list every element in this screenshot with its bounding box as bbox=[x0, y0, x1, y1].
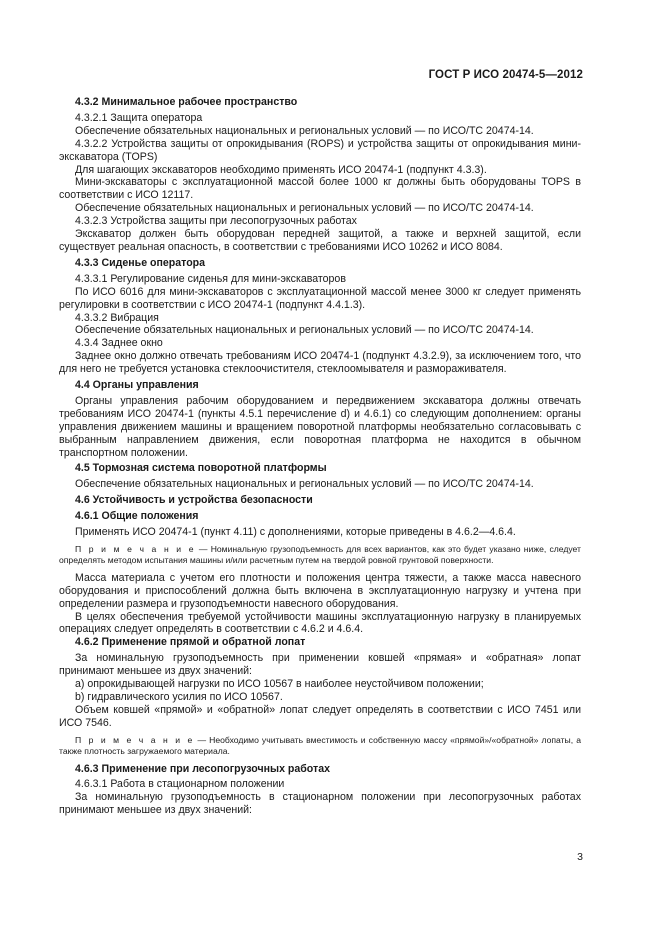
body-paragraph: 4.3.2.1 Защита оператора bbox=[75, 111, 203, 124]
section-heading: 4.6.1 Общие положения bbox=[75, 510, 199, 523]
note-paragraph bbox=[59, 544, 581, 567]
body-paragraph: 4.3.4 Заднее окно bbox=[75, 337, 163, 350]
page-number: 3 bbox=[577, 851, 583, 863]
body-paragraph: b) гидравлического усилия по ИСО 10567. bbox=[75, 690, 283, 703]
section-heading: 4.3.2 Минимальное рабочее пространство bbox=[75, 96, 298, 108]
body-paragraph: a) опрокидывающей нагрузки по ИСО 10567 в наиболее неустойчивом положении; bbox=[75, 678, 484, 691]
body-paragraph: Обеспечение обязательных национальных и региональных условий — по ИСО/ТС 20474-14. bbox=[75, 478, 534, 491]
body-paragraph: 4.3.2.3 Устройства защиты при лесопогрузочных работах bbox=[75, 215, 357, 228]
body-paragraph: По ИСО 6016 для мини-экскаваторов с эксплуатационной массой менее 3000 кг следует применять регулировки в соответствии с ИСО 20474-1 (подпункт 4.4.1.3). bbox=[59, 285, 581, 311]
section-heading: 4.6.2 Применение прямой и обратной лопат bbox=[75, 636, 306, 649]
body-paragraph: Обеспечение обязательных национальных и региональных условий — по ИСО/ТС 20474-14. bbox=[75, 202, 534, 215]
body-paragraph: 4.3.3.1 Регулирование сиденья для мини-экскаваторов bbox=[75, 272, 346, 285]
section-heading: 4.4 Органы управления bbox=[75, 379, 199, 392]
note-text: — Номинальную грузоподъемность для всех вариантов, как это будет указано ниже, следует определять методом испытания машины и/или расчетным путем на твердой ровной грунтовой поверхности. bbox=[59, 544, 581, 566]
body-paragraph: Применять ИСО 20474-1 (пункт 4.11) с дополнениями, которые приведены в 4.6.2—4.6.4. bbox=[75, 526, 516, 539]
note-paragraph bbox=[59, 735, 581, 758]
body-paragraph: Обеспечение обязательных национальных и региональных условий — по ИСО/ТС 20474-14. bbox=[75, 324, 534, 337]
body-paragraph: Экскаватор должен быть оборудован передней защитой, а также и верхней защитой, если существует реальная опасность, в соответствии с требованиями ИСО 10262 и ИСО 8084. bbox=[59, 228, 581, 253]
section-heading: 4.6 Устойчивость и устройства безопасности bbox=[75, 494, 313, 507]
body-paragraph: В целях обеспечения требуемой устойчивости машины эксплуатационную нагрузку в планируемых операциях следует определять в соответствии с 4.6.2 и 4.6.4. bbox=[59, 610, 581, 636]
body-paragraph: За номинальную грузоподъемность в стационарном положении при лесопогрузочных работах принимают меньшее из двух значений: bbox=[59, 791, 581, 817]
body-paragraph: Объем ковшей «прямой» и «обратной» лопат следует определять в соответствии с ИСО 7451 или ИСО 7546. bbox=[59, 703, 581, 729]
document-code-header: ГОСТ Р ИСО 20474-5—2012 bbox=[428, 69, 583, 81]
body-paragraph: Заднее окно должно отвечать требованиям ИСО 20474-1 (подпункт 4.3.2.9), за исключением того, что для него не требуется установка стеклоочистителя, стеклоомывателя и размораживателя. bbox=[59, 350, 581, 376]
document-body bbox=[59, 96, 581, 817]
body-paragraph: 4.6.3.1 Работа в стационарном положении bbox=[75, 778, 285, 791]
section-heading: 4.6.3 Применение при лесопогрузочных работах bbox=[75, 762, 330, 775]
note-label: П р и м е ч а н и е bbox=[75, 544, 196, 554]
section-heading: 4.5 Тормозная система поворотной платформы bbox=[75, 462, 327, 475]
body-paragraph: Органы управления рабочим оборудованием и передвижением экскаватора должны отвечать требованиям ИСО 20474-1 (пункты 4.5.1 перечисление d) и 4.6.1) со следующим дополнением: органы управления движением машины и вращением поворотной платформы необязательно согласовывать с выбранным направлением движения, если поворотная платформа не находится в обычном транспортном положении. bbox=[59, 394, 581, 459]
note-text: — Необходимо учитывать вместимость и собственную массу «прямой»/«обратной» лопаты, а также плотность загружаемого материала. bbox=[59, 734, 581, 757]
body-paragraph: 4.3.3.2 Вибрация bbox=[75, 311, 159, 324]
note-label: П р и м е ч а н и е bbox=[75, 734, 195, 745]
body-paragraph: Для шагающих экскаваторов необходимо применять ИСО 20474-1 (подпункт 4.3.3). bbox=[75, 163, 487, 176]
section-heading: 4.3.3 Сиденье оператора bbox=[75, 256, 206, 269]
body-paragraph: За номинальную грузоподъемность при применении ковшей «прямая» и «обратная» лопат принимают меньшее из двух значений: bbox=[59, 652, 581, 678]
body-paragraph: 4.3.2.2 Устройства защиты от опрокидывания (ROPS) и устройства защиты от опрокидывания мини-экскаватора (TOPS) bbox=[59, 137, 581, 163]
body-paragraph: Масса материала с учетом его плотности и положения центра тяжести, а также масса навесного оборудования и приспособлений должна быть включена в эксплуатационную нагрузку и учтена при определении размера и грузоподъемности навесного оборудования. bbox=[59, 571, 581, 610]
body-paragraph: Обеспечение обязательных национальных и региональных условий — по ИСО/ТС 20474-14. bbox=[75, 124, 534, 137]
body-paragraph: Мини-экскаваторы с эксплуатационной массой более 1000 кг должны быть оборудованы TOPS в соответствии с ИСО 12117. bbox=[59, 176, 581, 202]
